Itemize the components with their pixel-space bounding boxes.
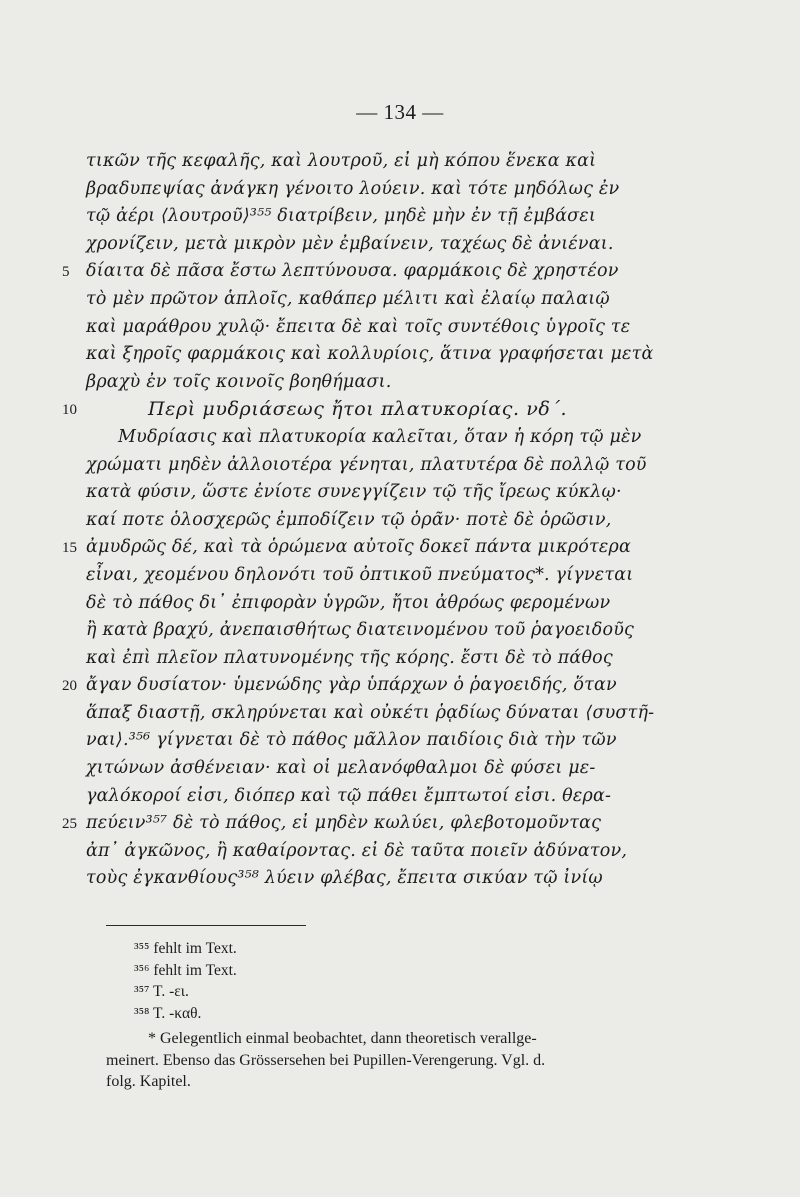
note-line — [0, 1071, 800, 1093]
line-text: ἢ κατὰ βραχύ, ἀνεπαισθήτως διατεινομένου τοῦ ῥαγοειδοῦς — [86, 620, 635, 641]
text-line — [0, 479, 800, 507]
text-line — [0, 286, 800, 314]
text-line — [0, 231, 800, 259]
line-text: χρονίζειν, μετὰ μικρὸν μὲν ἐμβαίνειν, ταχέως δὲ ἀνιέναι. — [86, 233, 614, 254]
text-line — [0, 452, 800, 480]
text-line — [0, 341, 800, 369]
text-line — [0, 617, 800, 645]
text-line — [0, 314, 800, 342]
text-line — [0, 562, 800, 590]
line-text: γαλόκοροί εἰσι, διόπερ καὶ τῷ πάθει ἔμπτωτοί εἰσι. θερα- — [86, 785, 612, 806]
line-text: ναι⟩.³⁵⁶ γίγνεται δὲ τὸ πάθος μᾶλλον παιδίοις διὰ τὴν τῶν — [86, 730, 617, 751]
line-text: δίαιτα δὲ πᾶσα ἔστω λεπτύνουσα. φαρμάκοις δὲ χρηστέον — [86, 261, 619, 282]
text-line — [0, 700, 800, 728]
footnote — [0, 981, 800, 1003]
line-text: εἶναι, χεομένου δηλονότι τοῦ ὀπτικοῦ πνεύματος*. γίγνεται — [86, 564, 634, 585]
text-line — [0, 424, 800, 452]
line-text: βραδυπεψίας ἀνάγκη γένοιτο λούειν. καὶ τότε μηδόλως ἐν — [86, 178, 620, 199]
line-text: ἅπαξ διαστῇ, σκληρύνεται καὶ οὐκέτι ῥᾳδίως δύναται ⟨συστῆ- — [86, 702, 655, 723]
text-line — [0, 727, 800, 755]
chapter-heading-line — [0, 396, 800, 424]
text-line — [0, 590, 800, 618]
text-line — [0, 369, 800, 397]
line-text: ἄγαν δυσίατον· ὑμενώδης γὰρ ὑπάρχων ὁ ῥαγοειδής, ὅταν — [86, 675, 617, 696]
footnote-text: ³⁵⁶ fehlt im Text. — [134, 961, 237, 979]
line-text: χρώματι μηδὲν ἀλλοιοτέρα γένηται, πλατυτέρα δὲ πολλῷ τοῦ — [86, 454, 647, 475]
text-line — [0, 672, 800, 700]
text-line — [0, 176, 800, 204]
page-number: — 134 — — [356, 100, 444, 124]
line-text: ἀμυδρῶς δέ, καὶ τὰ ὁρώμενα αὐτοῖς δοκεῖ πάντα μικρότερα — [86, 537, 631, 558]
text-line — [0, 534, 800, 562]
footnote-text: ³⁵⁸ T. -καθ. — [134, 1004, 202, 1022]
note-text: * Gelegentlich einmal beobachtet, dann theoretisch verallge- — [148, 1030, 537, 1047]
line-text: καὶ μαράθρου χυλῷ· ἔπειτα δὲ καὶ τοῖς συντέθοις ὑγροῖς τε — [86, 316, 631, 337]
text-line — [0, 645, 800, 673]
line-text: ἀπ᾽ ἀγκῶνος, ἢ καθαίροντας. εἰ δὲ ταῦτα ποιεῖν ἀδύνατον, — [86, 840, 628, 861]
text-line — [0, 755, 800, 783]
line-number: 20 — [62, 678, 77, 695]
line-text: καὶ ἐπὶ πλεῖον πλατυνομένης τῆς κόρης. ἔστι δὲ τὸ πάθος — [86, 647, 613, 668]
line-text: βραχὺ ἐν τοῖς κοινοῖς βοηθήμασι. — [86, 371, 392, 392]
line-number: 10 — [62, 402, 77, 419]
chapter-heading: Περὶ μυδριάσεως ἤτοι πλατυκορίας. νδ΄. — [148, 398, 568, 421]
line-text: καὶ ξηροῖς φαρμάκοις καὶ κολλυρίοις, ἅτινα γραφήσεται μετὰ — [86, 344, 654, 365]
note-text: folg. Kapitel. — [106, 1073, 191, 1090]
line-text: καί ποτε ὁλοσχερῶς ἐμποδίζειν τῷ ὁρᾶν· ποτὲ δὲ ὁρῶσιν, — [86, 509, 612, 530]
text-line — [0, 148, 800, 176]
text-line — [0, 258, 800, 286]
footnote — [0, 938, 800, 960]
line-text: χιτώνων ἀσθένειαν· καὶ οἱ μελανόφθαλμοι δὲ φύσει με- — [86, 758, 596, 779]
text-line — [0, 838, 800, 866]
line-text: τικῶν τῆς κεφαλῆς, καὶ λουτροῦ, εἰ μὴ κόπου ἕνεκα καὶ — [86, 151, 597, 171]
text-line — [0, 810, 800, 838]
footnote-text: ³⁵⁷ T. -ει. — [134, 983, 189, 1000]
text-line — [0, 865, 800, 893]
footnotes — [0, 938, 800, 1024]
main-text — [0, 148, 800, 893]
line-number: 5 — [62, 264, 70, 281]
footnote — [0, 1003, 800, 1025]
footnote — [0, 960, 800, 982]
line-text: Μυδρίασις καὶ πλατυκορία καλεῖται, ὅταν ἡ κόρη τῷ μὲν — [118, 426, 642, 447]
line-text: τοὺς ἐγκανθίους³⁵⁸ λύειν φλέβας, ἔπειτα σικύαν τῷ ἰνίῳ — [86, 868, 603, 889]
text-line — [0, 203, 800, 231]
line-number: 25 — [62, 816, 77, 833]
note-text: meinert. Ebenso das Grössersehen bei Pupillen-Verengerung. Vgl. d. — [106, 1051, 546, 1069]
footnote-text: ³⁵⁵ fehlt im Text. — [134, 940, 237, 957]
author-note — [0, 1028, 800, 1093]
note-line — [0, 1028, 800, 1050]
text-line — [0, 507, 800, 535]
line-text: τὸ μὲν πρῶτον ἁπλοῖς, καθάπερ μέλιτι καὶ ἐλαίῳ παλαιῷ — [86, 288, 610, 309]
text-line — [0, 783, 800, 811]
line-text: δὲ τὸ πάθος δι᾽ ἐπιφορὰν ὑγρῶν, ἤτοι ἀθρόως φερομένων — [86, 592, 611, 613]
footnote-divider — [106, 925, 306, 926]
line-number: 15 — [62, 540, 77, 557]
line-text: τῷ ἀέρι ⟨λουτροῦ⟩³⁵⁵ διατρίβειν, μηδὲ μὴν ἐν τῇ ἐμβάσει — [86, 206, 596, 227]
line-text: κατὰ φύσιν, ὥστε ἐνίοτε συνεγγίζειν τῷ τῆς ἴρεως κύκλῳ· — [86, 482, 622, 503]
line-text: πεύειν³⁵⁷ δὲ τὸ πάθος, εἰ μηδὲν κωλύει, φλεβοτομοῦντας — [86, 813, 602, 834]
note-line — [0, 1050, 800, 1072]
